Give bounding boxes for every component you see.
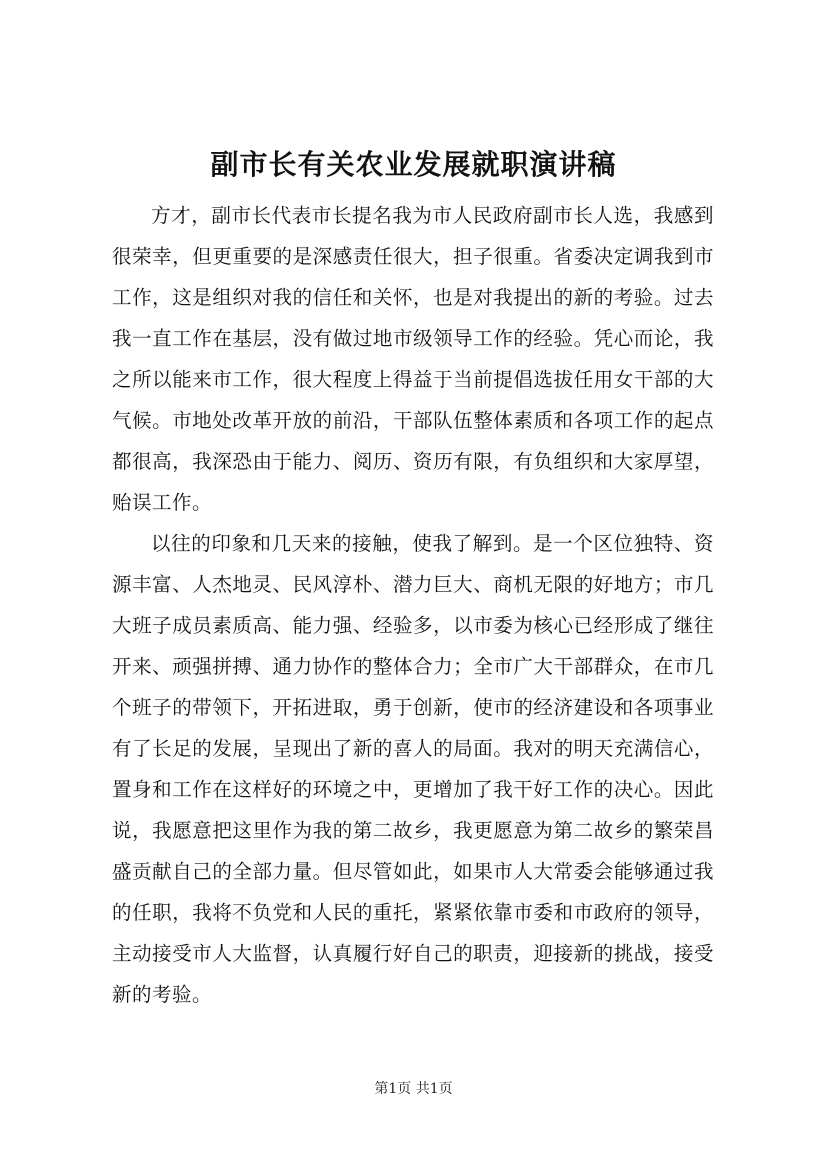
document-body bbox=[112, 195, 714, 1015]
paragraph-2: 以往的印象和几天来的接触，使我了解到。是一个区位独特、资源丰富、人杰地灵、民风淳朴、潜力巨大、商机无限的好地方；市几大班子成员素质高、能力强、经验多，以市委为核心已经形成了继往开来、顽强拼搏、通力协作的整体合力；全市广大干部群众，在市几个班子的带领下，开拓进取，勇于创新，使市的经济建设和各项事业有了长足的发展，呈现出了新的喜人的局面。我对的明天充满信心，置身和工作在这样好的环境之中，更增加了我干好工作的决心。因此说，我愿意把这里作为我的第二故乡，我更愿意为第二故乡的繁荣昌盛贡献自己的全部力量。但尽管如此，如果市人大常委会能够通过我的任职，我将不负党和人民的重托，紧紧依靠市委和市政府的领导，主动接受市人大监督，认真履行好自己的职责，迎接新的挑战，接受新的考验。 bbox=[112, 532, 714, 1006]
document-title: 副市长有关农业发展就职演讲稿 bbox=[210, 148, 617, 181]
page-footer: 第1页 共1页 bbox=[374, 1081, 453, 1097]
paragraph-1: 方才，副市长代表市长提名我为市人民政府副市长人选，我感到很荣幸，但更重要的是深感责任很大，担子很重。省委决定调我到市工作，这是组织对我的信任和关怀，也是对我提出的新的考验。过去我一直工作在基层，没有做过地市级领导工作的经验。凭心而论，我之所以能来市工作，很大程度上得益于当前提倡选拔任用女干部的大气候。市地处改革开放的前沿，干部队伍整体素质和各项工作的起点都很高，我深恐由于能力、阅历、资历有限，有负组织和大家厚望，贻误工作。 bbox=[112, 204, 714, 514]
